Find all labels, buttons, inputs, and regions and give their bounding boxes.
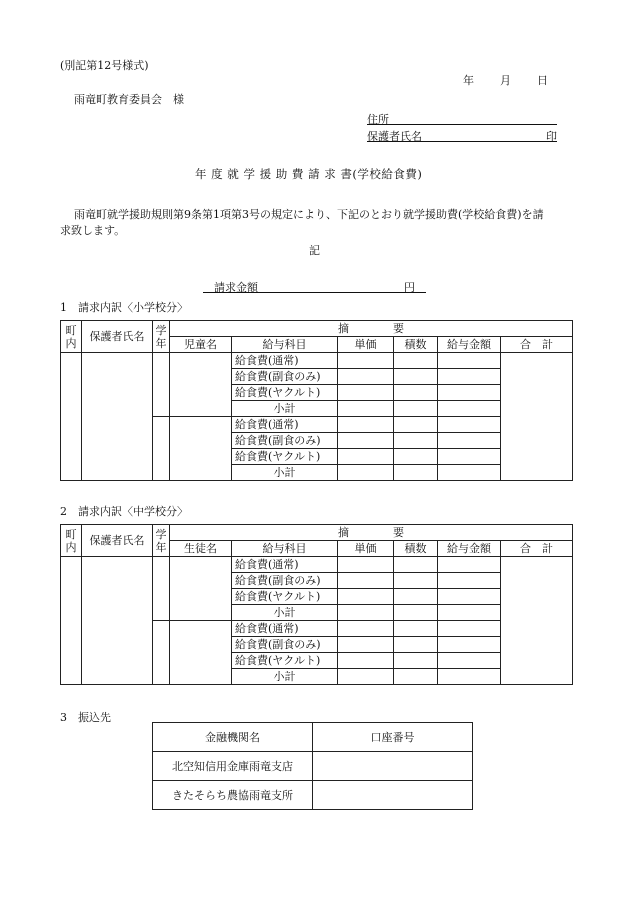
unit-price-cell[interactable]: [338, 621, 394, 637]
header-child-name: 児童名: [170, 337, 232, 353]
amount-cell[interactable]: [438, 669, 501, 685]
student-name-cell[interactable]: [170, 557, 232, 621]
header-student-name: 生徒名: [170, 541, 232, 557]
guardian-line: [367, 128, 557, 142]
amount-cell[interactable]: [438, 433, 501, 449]
count-cell[interactable]: [394, 385, 438, 401]
header-unit-price: 単価: [338, 541, 394, 557]
item-label: 給食費(通常): [232, 557, 338, 573]
item-label: 給食費(通常): [232, 621, 338, 637]
unit-price-cell[interactable]: [338, 417, 394, 433]
amount-cell[interactable]: [438, 573, 501, 589]
count-cell[interactable]: [394, 353, 438, 369]
bank-name: きたそらち農協雨竜支所: [153, 781, 313, 810]
item-label: 給食費(副食のみ): [232, 637, 338, 653]
ki-heading: 記: [309, 244, 320, 257]
amount-cell[interactable]: [438, 637, 501, 653]
account-number-cell[interactable]: [313, 752, 473, 781]
item-label: 給食費(ヤクルト): [232, 385, 338, 401]
item-label: 給食費(ヤクルト): [232, 449, 338, 465]
date-day: 日: [537, 74, 548, 87]
grade-cell[interactable]: [153, 557, 170, 621]
count-cell[interactable]: [394, 573, 438, 589]
item-label: 給食費(通常): [232, 417, 338, 433]
subtotal-label: 小計: [232, 465, 338, 481]
header-total: 合 計: [501, 337, 573, 353]
document-title: 年 度 就 学 援 助 費 請 求 書(学校給食費): [195, 167, 423, 181]
item-label: 給食費(通常): [232, 353, 338, 369]
amount-cell[interactable]: [438, 353, 501, 369]
header-bank-name: 金融機関名: [153, 723, 313, 752]
count-cell[interactable]: [394, 465, 438, 481]
unit-price-cell[interactable]: [338, 449, 394, 465]
header-total: 合 計: [501, 541, 573, 557]
grade-cell[interactable]: [153, 417, 170, 481]
unit-price-cell[interactable]: [338, 369, 394, 385]
item-label: 給食費(ヤクルト): [232, 589, 338, 605]
amount-label: 請求金額: [214, 281, 258, 294]
amount-cell[interactable]: [438, 557, 501, 573]
amount-cell[interactable]: [438, 449, 501, 465]
total-cell[interactable]: [501, 557, 573, 685]
unit-price-cell[interactable]: [338, 353, 394, 369]
grade-cell[interactable]: [153, 621, 170, 685]
count-cell[interactable]: [394, 637, 438, 653]
count-cell[interactable]: [394, 401, 438, 417]
amount-cell[interactable]: [438, 465, 501, 481]
header-grade: 学年: [153, 525, 170, 557]
child-name-cell[interactable]: [170, 353, 232, 417]
count-cell[interactable]: [394, 605, 438, 621]
count-cell[interactable]: [394, 449, 438, 465]
section3-title: 3 振込先: [60, 711, 111, 724]
header-grade: 学年: [153, 321, 170, 353]
unit-price-cell[interactable]: [338, 589, 394, 605]
header-count: 積数: [394, 541, 438, 557]
amount-cell[interactable]: [438, 385, 501, 401]
address-line: [367, 111, 557, 125]
count-cell[interactable]: [394, 669, 438, 685]
header-summary: 摘 要: [170, 321, 573, 337]
guardian-cell[interactable]: [82, 557, 153, 685]
amount-unit: 円: [404, 281, 415, 294]
recipient: 雨竜町教育委員会 様: [74, 93, 184, 106]
header-guardian: 保護者氏名: [82, 525, 153, 557]
section1-title: 1 請求内訳〈小学校分〉: [60, 301, 188, 314]
table-row: [153, 752, 473, 781]
bank-name: 北空知信用金庫雨竜支店: [153, 752, 313, 781]
section2-table: [60, 524, 573, 685]
guardian-name-label: 保護者氏名: [367, 130, 422, 143]
address-label: 住所: [367, 113, 389, 126]
town-cell[interactable]: [61, 557, 82, 685]
amount-cell[interactable]: [438, 417, 501, 433]
child-name-cell[interactable]: [170, 417, 232, 481]
item-label: 給食費(副食のみ): [232, 433, 338, 449]
count-cell[interactable]: [394, 653, 438, 669]
item-label: 給食費(副食のみ): [232, 369, 338, 385]
count-cell[interactable]: [394, 369, 438, 385]
unit-price-cell[interactable]: [338, 573, 394, 589]
unit-price-cell[interactable]: [338, 401, 394, 417]
amount-cell[interactable]: [438, 621, 501, 637]
item-label: 給食費(ヤクルト): [232, 653, 338, 669]
header-town: 町内: [61, 525, 82, 557]
amount-line: [203, 279, 426, 293]
header-item: 給与科目: [232, 541, 338, 557]
town-cell[interactable]: [61, 353, 82, 481]
unit-price-cell[interactable]: [338, 637, 394, 653]
section2-title: 2 請求内訳〈中学校分〉: [60, 505, 188, 518]
table-row: [61, 557, 573, 573]
header-account-number: 口座番号: [313, 723, 473, 752]
header-guardian: 保護者氏名: [82, 321, 153, 353]
form-number-label: (別記第12号様式): [60, 59, 149, 72]
amount-cell[interactable]: [438, 369, 501, 385]
subtotal-label: 小計: [232, 605, 338, 621]
header-item: 給与科目: [232, 337, 338, 353]
unit-price-cell[interactable]: [338, 433, 394, 449]
grade-cell[interactable]: [153, 353, 170, 417]
header-unit-price: 単価: [338, 337, 394, 353]
count-cell[interactable]: [394, 433, 438, 449]
unit-price-cell[interactable]: [338, 653, 394, 669]
header-benefit-amount: 給与金額: [438, 541, 501, 557]
header-benefit-amount: 給与金額: [438, 337, 501, 353]
section1-table: [60, 320, 573, 481]
header-summary: 摘 要: [170, 525, 573, 541]
seal-mark: 印: [546, 130, 557, 143]
amount-cell[interactable]: [438, 589, 501, 605]
count-cell[interactable]: [394, 621, 438, 637]
subtotal-label: 小計: [232, 669, 338, 685]
unit-price-cell[interactable]: [338, 557, 394, 573]
header-count: 積数: [394, 337, 438, 353]
student-name-cell[interactable]: [170, 621, 232, 685]
header-town: 町内: [61, 321, 82, 353]
count-cell[interactable]: [394, 417, 438, 433]
amount-cell[interactable]: [438, 401, 501, 417]
unit-price-cell[interactable]: [338, 465, 394, 481]
table-row: [153, 781, 473, 810]
table-row: [61, 353, 573, 369]
item-label: 給食費(副食のみ): [232, 573, 338, 589]
count-cell[interactable]: [394, 589, 438, 605]
total-cell[interactable]: [501, 353, 573, 481]
amount-cell[interactable]: [438, 605, 501, 621]
body-text-line-1: 雨竜町就学援助規則第9条第1項第3号の規定により、下記のとおり就学援助費(学校給食費)を請: [74, 208, 544, 221]
unit-price-cell[interactable]: [338, 605, 394, 621]
body-text-line-2: 求致します。: [60, 224, 126, 237]
amount-cell[interactable]: [438, 653, 501, 669]
guardian-cell[interactable]: [82, 353, 153, 481]
count-cell[interactable]: [394, 557, 438, 573]
account-number-cell[interactable]: [313, 781, 473, 810]
bank-table: [152, 722, 473, 810]
unit-price-cell[interactable]: [338, 669, 394, 685]
date-month: 月: [500, 74, 511, 87]
date-year: 年: [463, 74, 474, 87]
unit-price-cell[interactable]: [338, 385, 394, 401]
subtotal-label: 小計: [232, 401, 338, 417]
